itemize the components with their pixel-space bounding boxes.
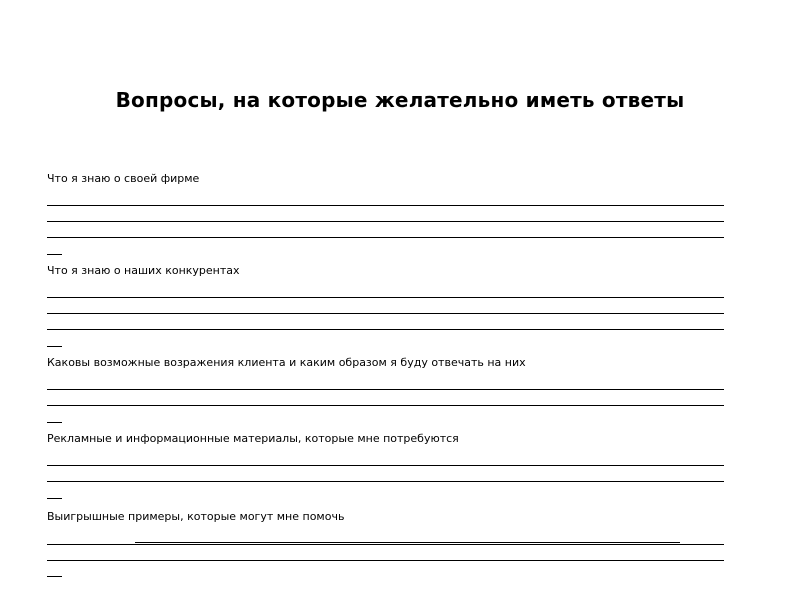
answer-line: [47, 544, 724, 545]
page-title: Вопросы, на которые желательно иметь ответы: [115, 88, 685, 112]
answer-line: [47, 481, 724, 482]
answer-line-end: [47, 254, 62, 255]
section-heading: Что я знаю о своей фирме: [47, 172, 200, 185]
section-materials: [47, 432, 724, 445]
answer-line-end: [47, 498, 62, 499]
answer-line: [47, 329, 724, 330]
answer-line: [47, 313, 724, 314]
answer-line: [47, 297, 724, 298]
answer-line: [47, 465, 724, 466]
section-heading: Выигрышные примеры, которые могут мне помочь: [47, 510, 345, 523]
answer-line: [135, 542, 680, 543]
answer-line-end: [47, 346, 62, 347]
section-own-company: [47, 172, 724, 185]
answer-line: [47, 237, 724, 238]
answer-line: [47, 405, 724, 406]
section-heading: Что я знаю о наших конкурентах: [47, 264, 240, 277]
section-competitors: [47, 264, 724, 277]
answer-line-end: [47, 422, 62, 423]
section-heading: Рекламные и информационные материалы, которые мне потребуются: [47, 432, 459, 445]
answer-line-end: [47, 576, 62, 577]
section-heading: Каковы возможные возражения клиента и каким образом я буду отвечать на них: [47, 356, 526, 369]
answer-line: [47, 205, 724, 206]
answer-line: [47, 389, 724, 390]
section-winning-examples: [47, 510, 724, 523]
answer-line: [47, 560, 724, 561]
section-objections: [47, 356, 724, 369]
answer-line: [47, 221, 724, 222]
